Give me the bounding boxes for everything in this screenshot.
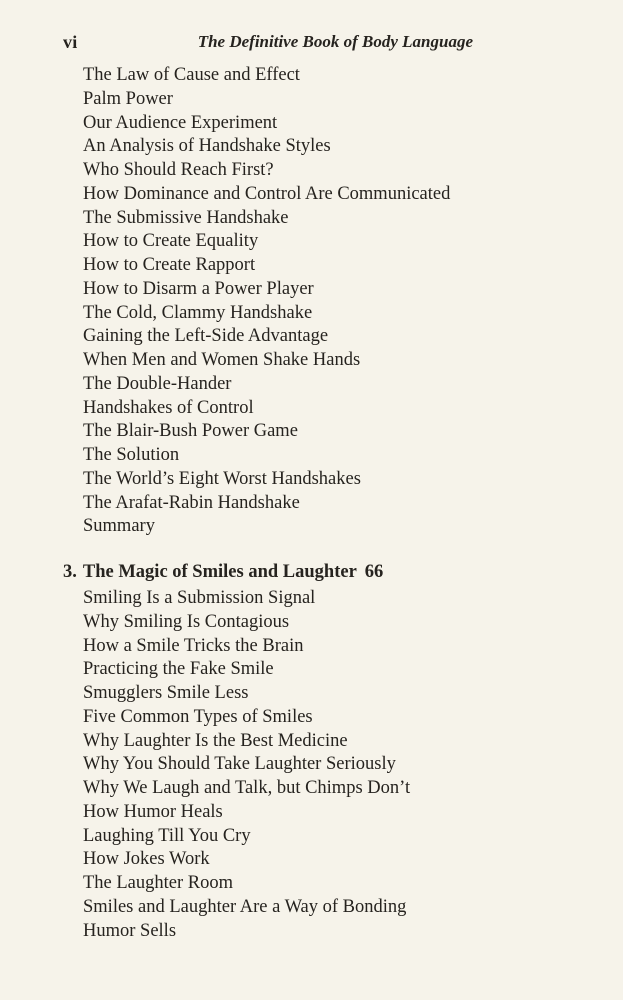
- toc-entry: How to Create Rapport: [83, 255, 256, 275]
- toc-entry: Why Laughter Is the Best Medicine: [83, 730, 348, 751]
- toc-entry: The Submissive Handshake: [83, 207, 289, 228]
- chapter-2-topic-list: [83, 64, 450, 539]
- toc-entry: The Solution: [83, 445, 180, 465]
- toc-entry: Summary: [83, 516, 155, 537]
- toc-entry: Who Should Reach First?: [83, 160, 274, 180]
- page-header: [63, 30, 473, 56]
- chapter-heading: [63, 559, 383, 585]
- toc-entry: Handshakes of Control: [83, 397, 254, 418]
- toc-entry: When Men and Women Shake Hands: [83, 350, 361, 370]
- chapter-3-topic-list: [83, 587, 410, 943]
- toc-entry: Why Smiling Is Contagious: [83, 611, 290, 632]
- page-number: vi: [63, 32, 78, 52]
- chapter-page-number: 66: [364, 562, 384, 582]
- toc-entry: The Arafat-Rabin Handshake: [83, 492, 300, 513]
- toc-entry: Laughing Till You Cry: [83, 825, 251, 846]
- toc-entry: An Analysis of Handshake Styles: [83, 136, 331, 157]
- toc-entry: The Cold, Clammy Handshake: [83, 302, 313, 323]
- chapter-number: 3.: [63, 562, 77, 582]
- toc-entry: Five Common Types of Smiles: [83, 706, 313, 727]
- toc-entry: How a Smile Tricks the Brain: [83, 635, 304, 656]
- toc-entry: Gaining the Left-Side Advantage: [83, 326, 329, 347]
- toc-entry: How to Create Equality: [83, 231, 259, 252]
- toc-entry: The Laughter Room: [83, 873, 234, 893]
- toc-entry: Practicing the Fake Smile: [83, 659, 274, 680]
- toc-entry: How Dominance and Control Are Communicated: [83, 183, 451, 204]
- chapter-title: The Magic of Smiles and Laughter: [82, 562, 357, 582]
- toc-entry: Smiles and Laughter Are a Way of Bonding: [83, 896, 407, 917]
- toc-entry: Smugglers Smile Less: [83, 683, 249, 703]
- running-title: The Definitive Book of Body Language: [197, 32, 473, 51]
- toc-entry: The Double-Hander: [83, 373, 232, 394]
- toc-entry: The Blair-Bush Power Game: [83, 421, 298, 442]
- toc-entry: Smiling Is a Submission Signal: [83, 588, 316, 608]
- toc-entry: Our Audience Experiment: [83, 112, 278, 133]
- toc-entry: The World’s Eight Worst Handshakes: [83, 468, 361, 489]
- toc-entry: How to Disarm a Power Player: [83, 278, 314, 299]
- toc-entry: How Humor Heals: [83, 801, 223, 822]
- toc-entry: Palm Power: [83, 88, 173, 109]
- toc-entry: The Law of Cause and Effect: [83, 65, 300, 85]
- toc-entry: Why We Laugh and Talk, but Chimps Don’t: [83, 778, 411, 798]
- toc-entry: Humor Sells: [83, 920, 177, 941]
- toc-entry: How Jokes Work: [83, 849, 210, 870]
- toc-entry: Why You Should Take Laughter Seriously: [83, 754, 396, 775]
